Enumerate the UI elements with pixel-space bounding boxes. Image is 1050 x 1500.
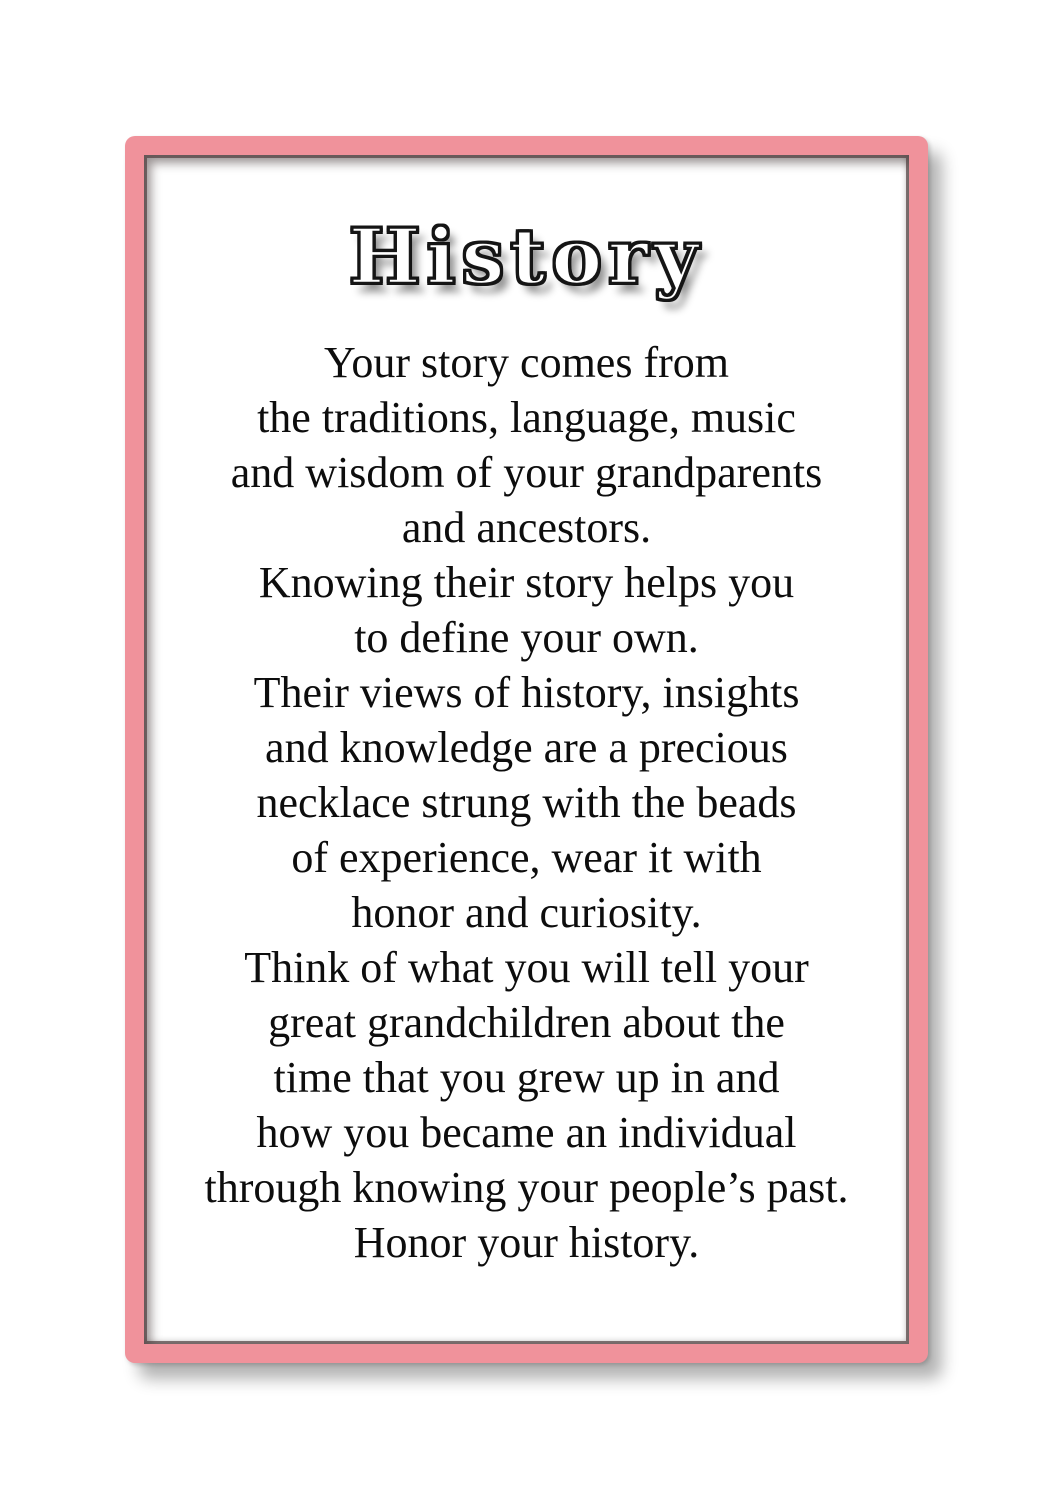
poem-line: the traditions, language, music — [257, 393, 796, 442]
poem-line: Honor your history. — [353, 1218, 700, 1267]
poem-line: Knowing their story helps you — [258, 558, 795, 607]
poem-line: Their views of history, insights — [253, 668, 800, 717]
poem-line: to define your own. — [354, 613, 699, 662]
pink-frame — [125, 136, 928, 1363]
poem-line: time that you grew up in and — [273, 1053, 780, 1102]
poem-line: necklace strung with the beads — [256, 778, 797, 827]
poem-line: how you became an individual — [256, 1108, 797, 1157]
poem-line: and knowledge are a precious — [265, 723, 788, 772]
poem-line: great grandchildren about the — [268, 998, 785, 1047]
poem-line: and wisdom of your grandparents — [230, 448, 823, 497]
poem-line: Your story comes from — [324, 338, 729, 387]
poem-line: Think of what you will tell your — [244, 943, 809, 992]
poster-title: History — [348, 212, 705, 301]
poem-body — [144, 335, 909, 1270]
poem-line: and ancestors. — [401, 503, 652, 552]
poem-line: through knowing your people’s past. — [204, 1163, 849, 1212]
poem-line: honor and curiosity. — [351, 888, 702, 937]
poem-line: of experience, wear it with — [291, 833, 762, 882]
